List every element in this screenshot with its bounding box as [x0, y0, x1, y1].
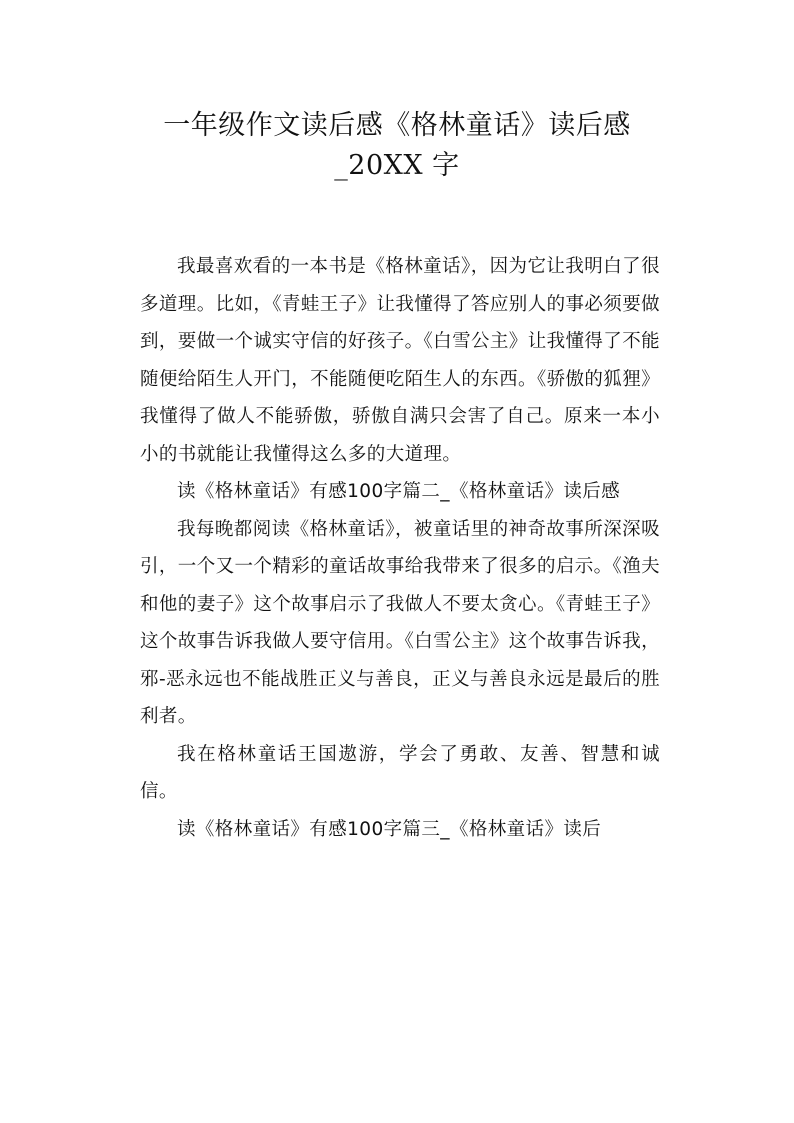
section-heading: 读《格林童话》有感100字篇二_《格林童话》读后感	[177, 481, 621, 502]
document-title	[120, 106, 674, 186]
section-heading: 读《格林童话》有感100字篇三_《格林童话》读后	[177, 818, 602, 840]
paragraph: 我最喜欢看的一本书是《格林童话》，因为它让我明白了很多道理。比如，《青蛙王子》让我懂得了答应别人的事必须要做到，要做一个诚实守信的好孩子。《白雪公主》让我懂得了不能随便给陌生人开门，不能随便吃陌生人的东西。《骄傲的狐狸》我懂得了做人不能骄傲，骄傲自满只会害了自己。原来一本小小的书就能让我懂得这么多的大道理。	[140, 256, 660, 465]
title-line-1: 一年级作文读后感《格林童话》读后感	[163, 110, 631, 141]
paragraph: 我每晚都阅读《格林童话》，被童话里的神奇故事所深深吸引，一个又一个精彩的童话故事给我带来了很多的启示。《渔夫和他的妻子》这个故事启示了我做人不要太贪心。《青蛙王子》这个故事告诉我做人要守信用。《白雪公主》这个故事告诉我，邪-恶永远也不能战胜正义与善良，正义与善良永远是最后的胜利者。	[140, 518, 660, 727]
paragraph: 我在格林童话王国遨游，学会了勇敢、友善、智慧和诚信。	[140, 743, 660, 802]
title-line-2: _20XX 字	[334, 150, 460, 181]
document-body	[140, 248, 660, 848]
